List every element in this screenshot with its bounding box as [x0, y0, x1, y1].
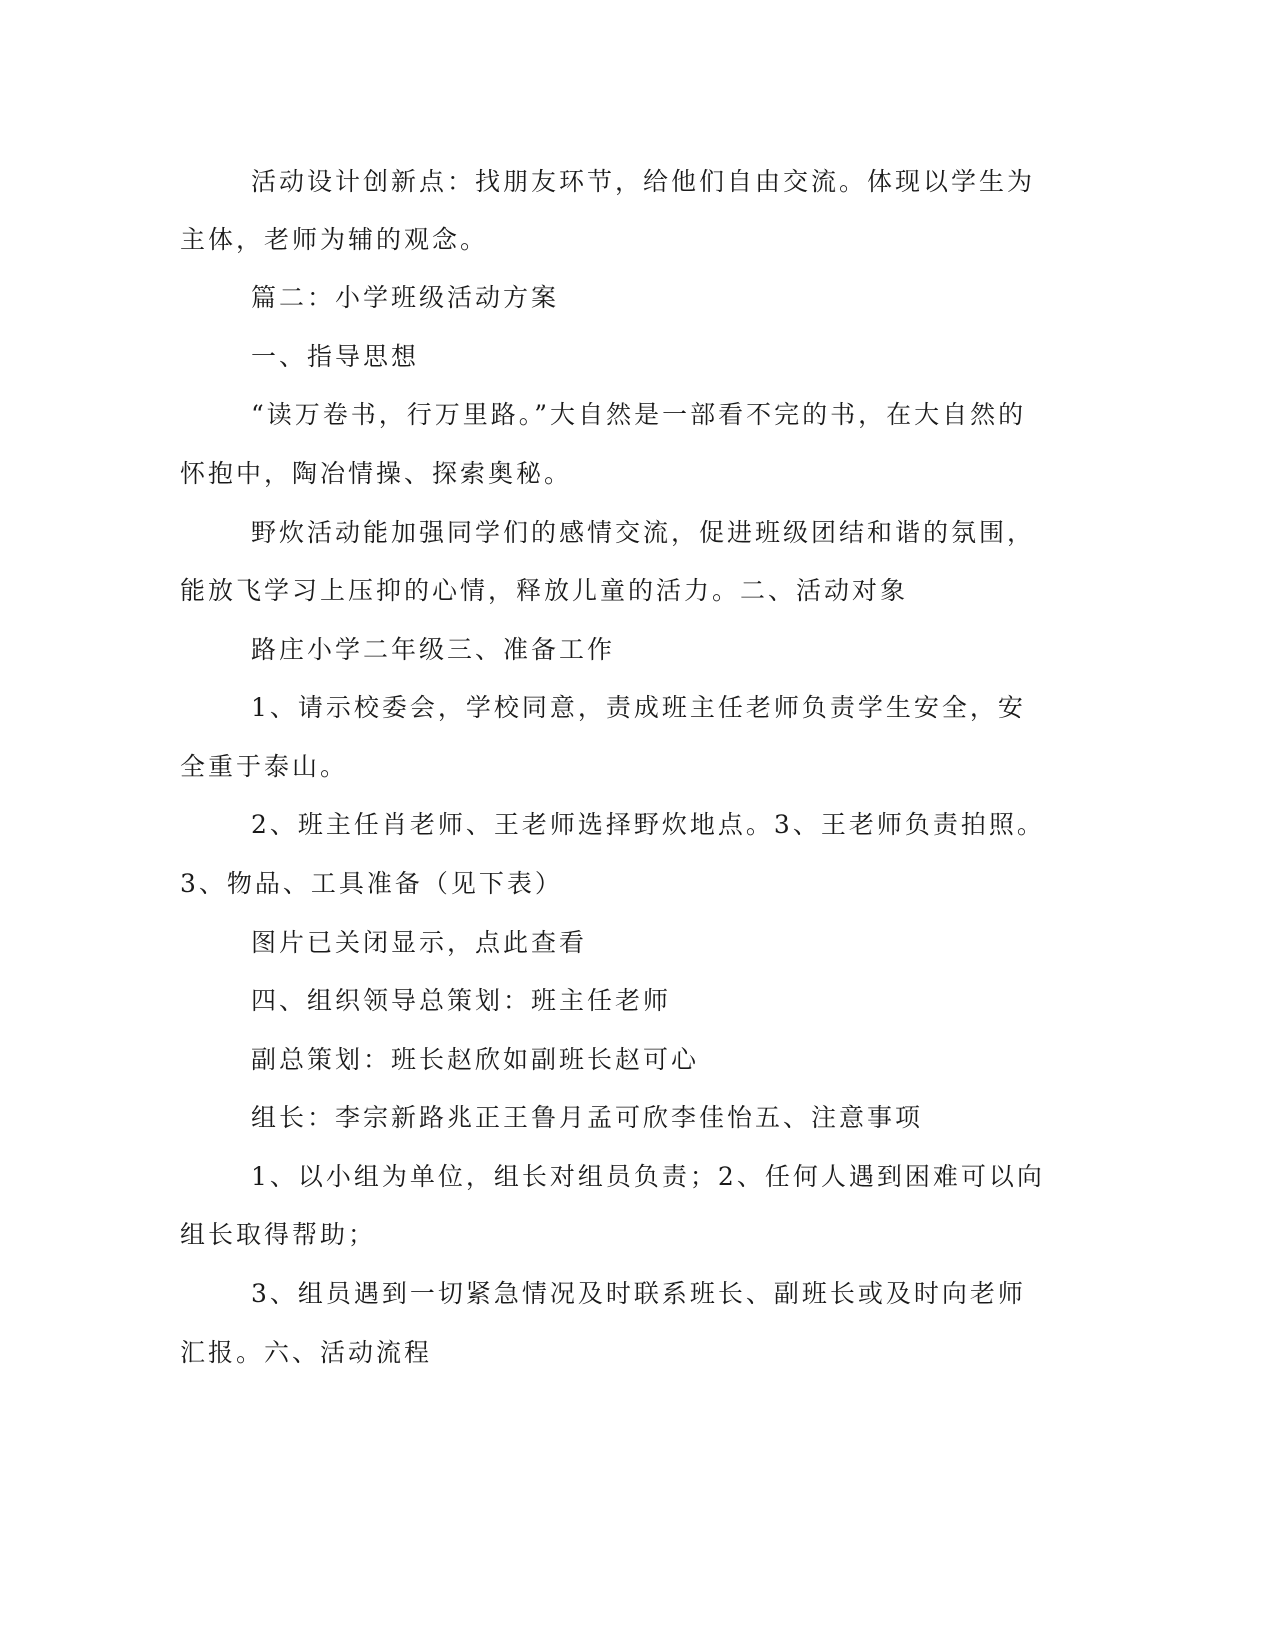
heading-guiding-ideology: 一、指导思想 — [251, 342, 420, 371]
text-line-6: 怀抱中，陶冶情操、探索奥秘。 — [180, 459, 573, 488]
text-line-20: 3、组员遇到一切紧急情况及时联系班长、副班长或及时向老师 — [251, 1279, 1026, 1308]
text-line-5: “读万卷书，行万里路。”大自然是一部看不完的书，在大自然的 — [251, 400, 1027, 429]
text-line-8: 能放飞学习上压抑的心情，释放儿童的活力。二、活动对象 — [180, 576, 909, 605]
text-line-11: 全重于泰山。 — [180, 752, 349, 781]
text-line-2: 主体，老师为辅的观念。 — [180, 225, 489, 254]
text-line-7: 野炊活动能加强同学们的感情交流，促进班级团结和谐的氛围， — [251, 518, 1036, 547]
text-line-12: 2、班主任肖老师、王老师选择野炊地点。3、王老师负责拍照。 — [251, 810, 1045, 839]
text-line-16: 副总策划：班长赵欣如副班长赵可心 — [251, 1045, 700, 1074]
text-line-19: 组长取得帮助； — [180, 1220, 377, 1249]
text-line-15: 四、组织领导总策划：班主任老师 — [251, 986, 672, 1015]
text-line-9: 路庄小学二年级三、准备工作 — [251, 635, 616, 664]
text-line-18: 1、以小组为单位，组长对组员负责；2、任何人遇到困难可以向 — [251, 1162, 1045, 1191]
image-hidden-link[interactable]: 图片已关闭显示，点此查看 — [251, 928, 588, 957]
text-line-13: 3、物品、工具准备（见下表） — [180, 869, 563, 898]
section-heading-part-two: 篇二：小学班级活动方案 — [251, 283, 560, 312]
text-line-21: 汇报。六、活动流程 — [180, 1338, 433, 1367]
text-line-1: 活动设计创新点：找朋友环节，给他们自由交流。体现以学生为 — [251, 167, 1036, 196]
text-line-10: 1、请示校委会，学校同意，责成班主任老师负责学生安全，安 — [251, 693, 1026, 722]
text-line-17: 组长：李宗新路兆正王鲁月孟可欣李佳怡五、注意事项 — [251, 1103, 924, 1132]
